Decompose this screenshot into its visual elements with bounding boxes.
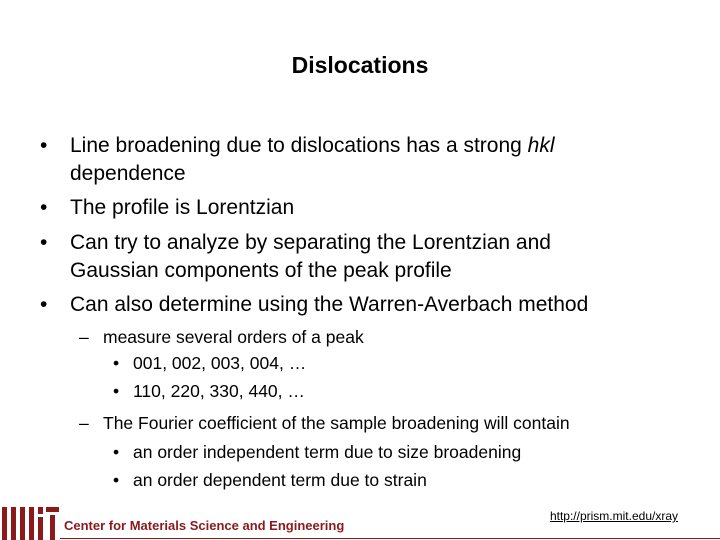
dash-marker: –: [79, 327, 89, 347]
bullet-3-line2: Gaussian components of the peak profile: [70, 259, 452, 282]
bullet-4: [40, 291, 700, 319]
bullet-marker: •: [113, 381, 120, 401]
bullet-1-hkl: hkl: [527, 134, 555, 157]
footer-center-name: Center for Materials Science and Engineering: [64, 518, 345, 533]
mit-logo-icon: [0, 505, 60, 540]
sub-item-2: [79, 412, 693, 434]
footer-divider: [60, 538, 720, 539]
subsub-item-2-text: 110, 220, 330, 440, …: [133, 381, 305, 401]
bullet-marker: •: [40, 293, 48, 316]
subsub-item-1-text: 001, 002, 003, 004, …: [133, 353, 307, 373]
subsub-item-3: [113, 441, 693, 463]
bullet-1-line2: dependence: [70, 162, 186, 185]
dash-marker: –: [79, 413, 89, 433]
subsub-item-2: [113, 380, 693, 402]
subsub-item-3-text: an order independent term due to size broadening: [133, 442, 522, 462]
sub-item-1-text: measure several orders of a peak: [103, 327, 364, 347]
subsub-item-4-text: an order dependent term due to strain: [133, 470, 427, 490]
sub-item-1: [79, 326, 693, 348]
bullet-1-text: Line broadening due to dislocations has a strong: [70, 134, 528, 157]
sub-item-2-text: The Fourier coefficient of the sample broadening will contain: [103, 413, 570, 433]
bullet-3-line1: Can try to analyze by separating the Lorentzian and: [70, 231, 551, 254]
bullet-marker: •: [40, 134, 48, 157]
bullet-marker: •: [40, 196, 48, 219]
bullet-marker: •: [113, 470, 120, 490]
bullet-marker: •: [40, 231, 48, 254]
bullet-3: [40, 229, 700, 285]
bullet-4-text: Can also determine using the Warren-Averbach method: [70, 293, 589, 316]
bullet-marker: •: [113, 353, 120, 373]
bullet-2: [40, 194, 700, 222]
bullet-1: [40, 132, 700, 188]
bullet-2-text: The profile is Lorentzian: [70, 196, 295, 219]
bullet-marker: •: [113, 442, 120, 462]
footer-link[interactable]: http://prism.mit.edu/xray: [549, 509, 678, 523]
subsub-item-1: [113, 352, 693, 374]
slide-title: Dislocations: [291, 52, 429, 78]
subsub-item-4: [113, 469, 693, 491]
